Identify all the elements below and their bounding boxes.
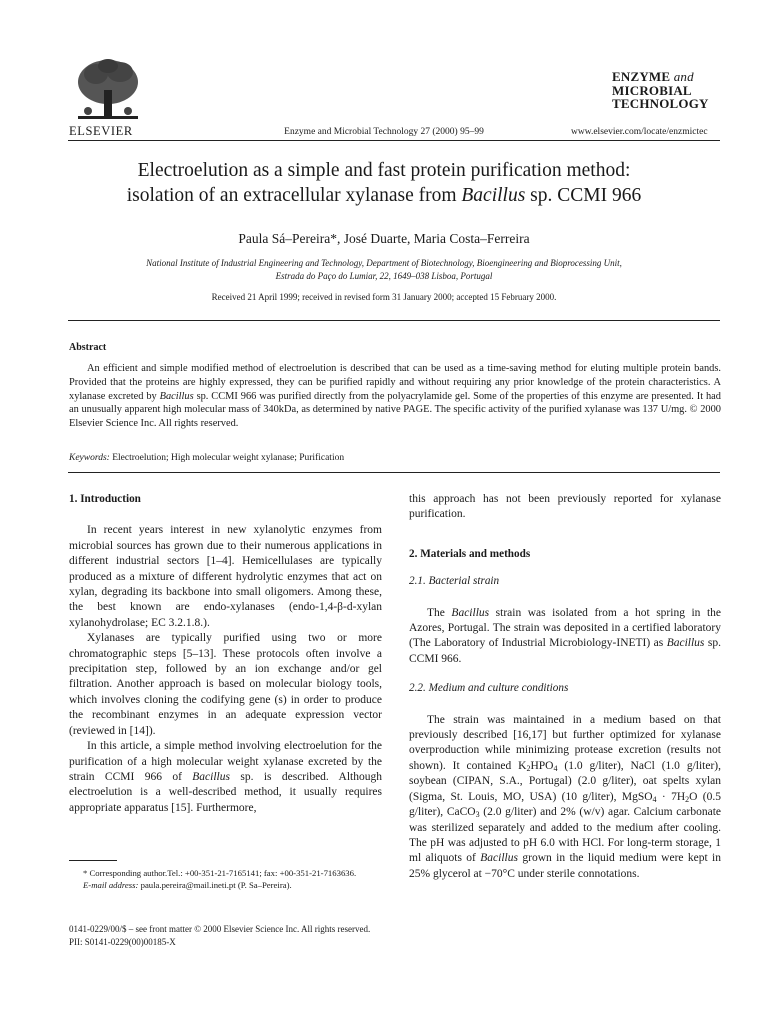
- author-list: Paula Sá–Pereira*, José Duarte, Maria Costa–Ferreira: [238, 231, 530, 246]
- affiliation: National Institute of Industrial Engineering and Technology, Department of Biotechnology, Bioengineering and Bioprocessing Unit, Estrada do Paço do Lumiar, 22, 1649–038 Lisboa, Portugal: [146, 258, 622, 281]
- intro-paragraph-3: In this article, a simple method involving electroelution for the purification of a high molecular weight xylanase excreted by the strain CCMI 966 of Bacillus sp. is described. Although electroelution is a well-described method, it usually requires appropriate apparatus [15]. Furthermore,: [69, 740, 382, 814]
- title-line1: Electroelution as a simple and fast protein purification method:: [137, 160, 631, 181]
- section-heading-materials: 2. Materials and methods: [409, 547, 531, 560]
- copyright-line: 0141-0229/00/$ – see front matter © 2000 Elsevier Science Inc. All rights reserved.: [69, 924, 371, 934]
- publisher-name: ELSEVIER: [69, 124, 133, 138]
- subsection-bacterial-strain: 2.1. Bacterial strain: [409, 575, 500, 588]
- keywords: Keywords: Electroelution; High molecular weight xylanase; Purification: [69, 453, 345, 463]
- intro-paragraph-1: In recent years interest in new xylanolytic enzymes from microbial sources has grown due to their numerous applications in different industrial sectors [1–4]. Hemicellulases are typically produced as a mixture of different hydrolytic enzymes that act on xylan, degrading its backbone into small oligomers. Among these, the best known are endo-xylanases (endo-1,4-β-d-xylan xylanohydrolase; EC 3.2.1.8.).: [69, 524, 382, 629]
- journal-reference: Enzyme and Microbial Technology 27 (2000) 95–99: [284, 127, 484, 137]
- right-column: [409, 492, 721, 882]
- abstract-heading: Abstract: [69, 342, 107, 353]
- footnote: [69, 868, 382, 891]
- journal-url[interactable]: www.elsevier.com/locate/enzmictec: [571, 127, 708, 137]
- medium-paragraph: The strain was maintained in a medium based on that previously described [16,17] but further optimized for xylanase overproduction while minimizing protease excretion (results not shown). It contained $K_2HPO_4$ (1.0 g/liter), NaCl (1.0 g/liter), soybean (CIPAN, S.A., Portugal) (2.0 g/liter), oat spelts xylan (Sigma, St. Louis, MO, USA) (10 g/liter), MgSO$_4$ · $7H_2O$ (0.5 g/liter), CaCO$_3$ (2.0 g/liter) and 2% (w/v) agar. Calcium carbonate was sterilized separately and added to the medium after cooling. The pH was adjusted to pH 6.0 with HCl. For long-term storage, 1 ml aliquots of Bacillus grown in the liquid medium were kept in 25% glycerol at −70°C under sterile connotations.: [409, 713, 722, 880]
- footnote-rule: [69, 860, 117, 861]
- corresponding-author: * Corresponding author.Tel.: +00-351-21-7165141; fax: +00-351-21-7163636.: [83, 868, 357, 878]
- strain-paragraph: The Bacillus strain was isolated from a hot spring in the Azores, Portugal. The strain was deposited in a certified laboratory (The Laboratory of Industrial Microbiology-INETI) as Bacillus sp. CCMI 966.: [409, 606, 721, 665]
- abstract-rule: [68, 472, 720, 473]
- copyright-info: [69, 923, 370, 949]
- email-address: E-mail address: paula.pereira@mail.ineti.pt (P. Sa–Pereira).: [83, 879, 292, 890]
- received-dates: Received 21 April 1999; received in revised form 31 January 2000; accepted 15 February 2000.: [211, 292, 557, 302]
- header-rule: [68, 140, 720, 141]
- subsection-medium-culture: 2.2. Medium and culture conditions: [409, 682, 569, 695]
- continued-paragraph: this approach has not been previously reported for xylanase purification.: [409, 493, 721, 521]
- title-line2: isolation of an extracellular xylanase from Bacillus sp. CCMI 966: [126, 185, 642, 206]
- brand-line1: ENZYME: [612, 69, 671, 84]
- abstract-body: An efficient and simple modified method of electroelution is described that can be used as a time-saving method for eluting multiple protein bands. Provided that the proteins are highly expressed, they can be purified rapidly and without requiring any prior knowledge of the protein characteristics. A xylanase excreted by Bacillus sp. CCMI 966 was purified directly from the polyacrylamide gel. Some of the properties of this enzyme are presented. It had an unusually apparent high molecular mass of 340kDa, as determined by native PAGE. The specific activity of the purified xylanase was 137 U/mg. © 2000 Elsevier Science Inc. All rights reserved.: [69, 363, 721, 430]
- brand-line2: MICROBIAL: [612, 82, 692, 98]
- brand-and: and: [670, 69, 694, 84]
- journal-brand: [612, 70, 709, 111]
- title-rule: [68, 320, 720, 321]
- pii-line: PII: S0141-0229(00)00185-X: [69, 937, 176, 947]
- article-title: [0, 158, 768, 208]
- left-column: [69, 492, 382, 816]
- section-heading-introduction: 1. Introduction: [69, 493, 141, 505]
- brand-line3: TECHNOLOGY: [612, 96, 709, 111]
- intro-paragraph-2: Xylanases are typically purified using two or more chromatographic steps [5–13]. These protocols often involve a precipitation step, followed by an ion exchange and/or gel filtration. Another approach is based on molecular biology tools, which involves cloning the codifying gene (s) in order to produce the recombinant enzymes in an adequate expression vector (reviewed in [14]).: [69, 632, 382, 737]
